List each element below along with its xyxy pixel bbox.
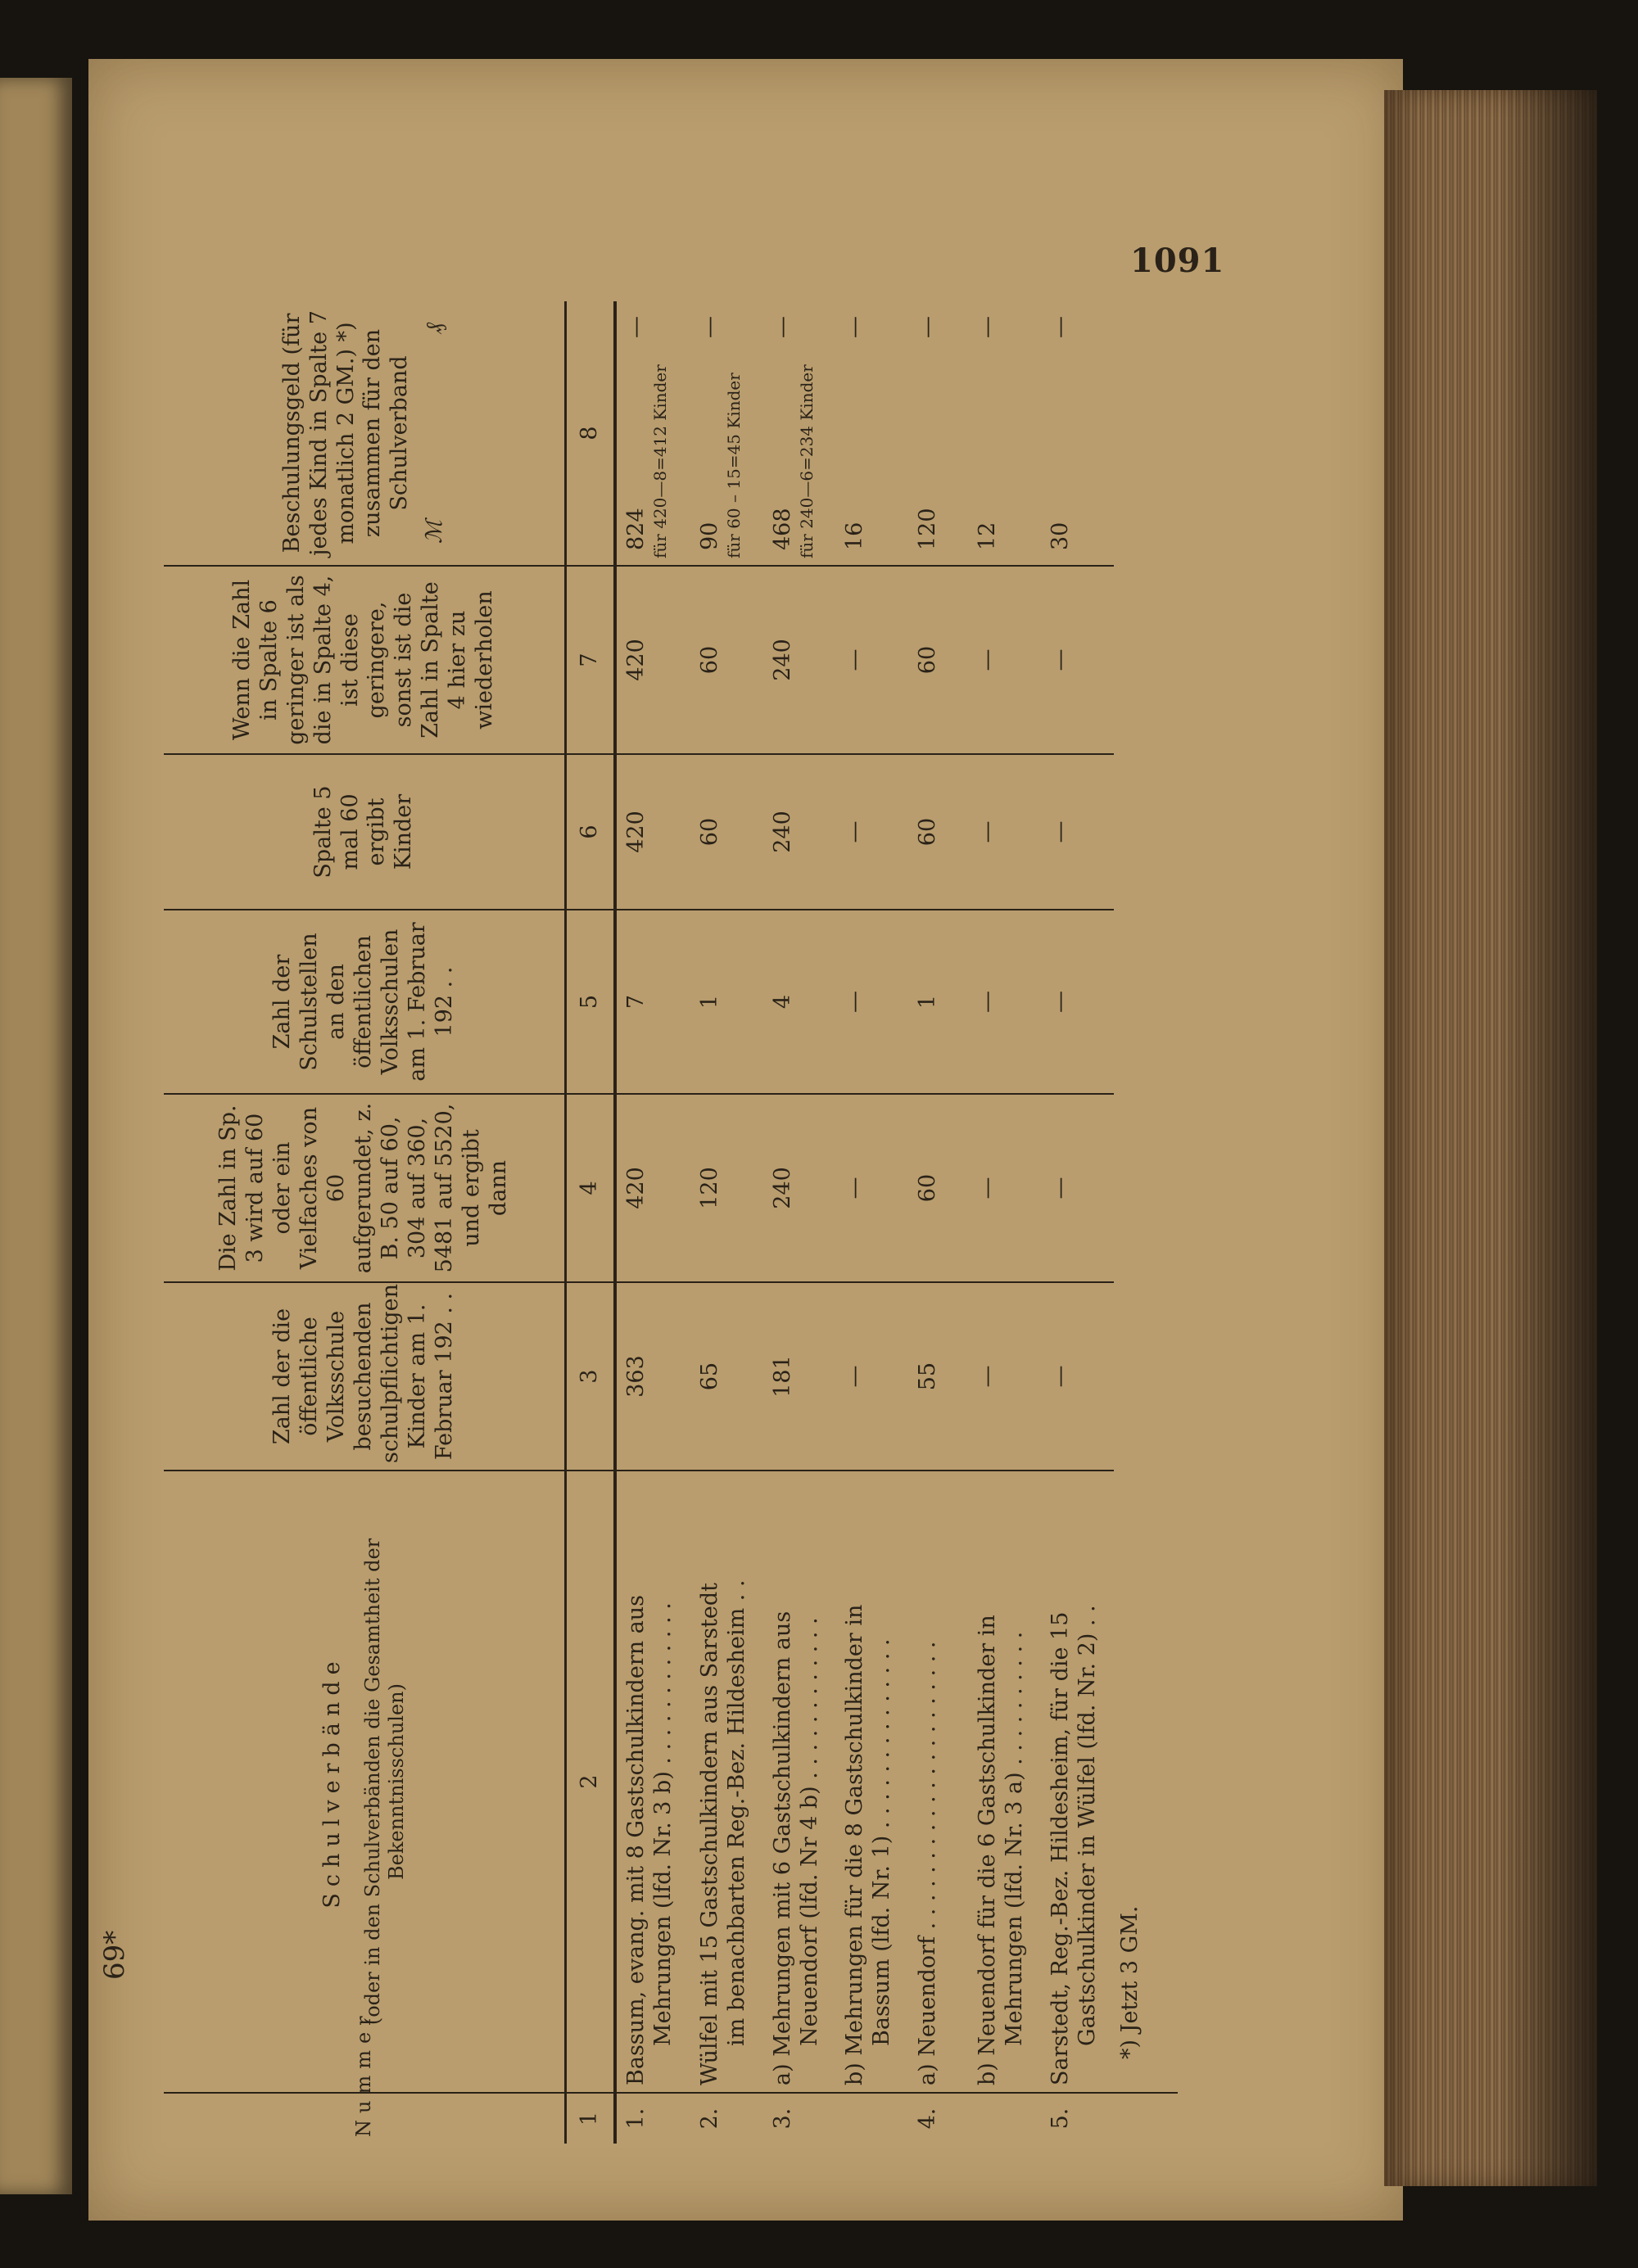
row-number <box>835 2093 908 2144</box>
amount-mark: 30 <box>1048 522 1074 550</box>
cell-col6: — <box>835 754 908 910</box>
cell-col8 <box>763 301 836 566</box>
row-description: a) Neuendorf . . . . . . . . . . . . . . . . . . . . . <box>908 1471 968 2093</box>
calc-note: für 240—6=234 Kinder <box>796 364 817 558</box>
cell-col3: 55 <box>908 1282 968 1471</box>
footnote: *) Jetzt 3 GM. <box>1114 301 1178 2093</box>
unit-mark: ℳ <box>422 520 448 544</box>
colnum-2: 2 <box>565 1471 615 2093</box>
row-number: 1. <box>623 2108 649 2130</box>
cell-col4: 60 <box>908 1094 968 1282</box>
row-number: 2. <box>696 2108 722 2130</box>
calc-note: für 420—8=412 Kinder <box>650 364 671 558</box>
amount-mark: 90 <box>696 522 722 550</box>
amount-pfennig: — <box>975 316 1001 338</box>
cell-col4: 240 <box>763 1094 836 1282</box>
amount-mark: 468 <box>769 508 795 550</box>
row-number <box>968 2093 1041 2144</box>
table-row <box>908 301 968 2144</box>
amount-mark: 12 <box>975 522 1001 550</box>
table-row <box>1041 301 1114 2144</box>
header-col4: Die Zahl in Sp. 3 wird auf 60 oder ein Vielfaches von 60 aufgerundet, z. B. 50 auf 60, 304 auf 360, 5481 auf 5520, und ergibt dann <box>164 1094 565 1282</box>
table-row <box>835 301 908 2144</box>
header-col5: Zahl der Schulstellen an den öffentlichen Volksschulen am 1. Februar 192 . . <box>164 910 565 1094</box>
cell-col3: 181 <box>763 1282 836 1471</box>
colnum-4: 4 <box>565 1094 615 1282</box>
table-row <box>615 301 690 2144</box>
row-description: b) Mehrungen für die 8 Gastschulkinder in Bassum (lfd. Nr. 1) . . . . . . . . . . . . . . <box>835 1471 908 2093</box>
row-description: a) Mehrungen mit 6 Gastschulkindern aus Neuendorf (lfd. Nr 4 b) . . . . . . . . . . . . <box>763 1471 836 2093</box>
cell-col4: — <box>1041 1094 1114 1282</box>
amount-mark: 824 <box>623 508 649 550</box>
row-number: 5. <box>1048 2108 1074 2130</box>
header-schulverbaende-title: Schulverbände <box>319 1655 345 1909</box>
cell-col7: 240 <box>763 566 836 754</box>
footnote-row <box>1114 301 1178 2144</box>
cell-col4: 120 <box>690 1094 763 1282</box>
cell-col4: 420 <box>615 1094 690 1282</box>
header-row <box>164 301 565 2144</box>
cell-col3: — <box>835 1282 908 1471</box>
table-row <box>763 301 836 2144</box>
cell-col5: 1 <box>908 910 968 1094</box>
cell-col8 <box>615 301 690 566</box>
row-description: Bassum, evang. mit 8 Gastschulkindern aus Mehrungen (lfd. Nr. 3 b) . . . . . . . . . . . . <box>615 1471 690 2093</box>
cell-col7: — <box>968 566 1041 754</box>
cell-col3: — <box>1041 1282 1114 1471</box>
header-col7: Wenn die Zahl in Spalte 6 geringer ist als die in Spalte 4, ist diese geringere, sonst ist die Zahl in Spalte 4 hier zu wiederholen <box>164 566 565 754</box>
cell-col8 <box>968 301 1041 566</box>
cell-col3: 65 <box>690 1282 763 1471</box>
cell-col7: 60 <box>908 566 968 754</box>
rotated-table-container <box>164 301 1178 2144</box>
amount-pfennig: — <box>915 316 941 338</box>
column-number-row <box>565 301 615 2144</box>
row-description: Sarstedt, Reg.-Bez. Hildesheim, für die 15 Gastschulkinder in Wülfel (lfd. Nr. 2) . . <box>1041 1471 1114 2093</box>
cell-col8 <box>690 301 763 566</box>
row-description: b) Neuendorf für die 6 Gastschulkinder in Mehrungen (lfd. Nr. 3 a) . . . . . . . . . . <box>968 1471 1041 2093</box>
cell-col7: 420 <box>615 566 690 754</box>
page-number: 1091 <box>1130 242 1225 280</box>
cell-col6: — <box>1041 754 1114 910</box>
page-edges-shadow <box>1499 90 1597 2186</box>
cell-col5: — <box>968 910 1041 1094</box>
cell-col4: — <box>835 1094 908 1282</box>
colnum-7: 7 <box>565 566 615 754</box>
cell-col3: 363 <box>615 1282 690 1471</box>
cell-col6: 420 <box>615 754 690 910</box>
header-schulverbaende-sub: (oder in den Schulverbänden die Gesamtheit der Bekenntnisschulen) <box>360 1538 408 2026</box>
amount-mark: 120 <box>915 508 941 550</box>
cell-col3: — <box>968 1282 1041 1471</box>
row-number: 3. <box>769 2108 795 2130</box>
cell-col8 <box>1041 301 1114 566</box>
amount-pfennig: — <box>623 316 649 338</box>
colnum-6: 6 <box>565 754 615 910</box>
row-description: Wülfel mit 15 Gastschulkindern aus Sarstedt im benachbarten Reg.-Bez. Hildesheim . . <box>690 1471 763 2093</box>
cell-col5: 1 <box>690 910 763 1094</box>
header-col6: Spalte 5 mal 60 ergibt Kinder <box>164 754 565 910</box>
header-col3: Zahl der die öffentliche Volksschule besuchenden schulpflichtigen Kinder am 1. Februar 192 . . <box>164 1282 565 1471</box>
schulverband-table <box>164 301 1178 2144</box>
cell-col8 <box>835 301 908 566</box>
cell-col7: — <box>835 566 908 754</box>
table-row <box>968 301 1041 2144</box>
amount-pfennig: — <box>1048 316 1074 338</box>
header-col8 <box>164 301 565 566</box>
cell-col5: — <box>835 910 908 1094</box>
unit-pfennig: ₰ <box>422 323 448 334</box>
header-schulverbaende <box>164 1471 565 2093</box>
header-col8-text: Beschulungsgeld (für jedes Kind in Spalte 7 monatlich 2 GM.) *) zusammen für den Schulverband <box>278 310 413 556</box>
colnum-8: 8 <box>565 301 615 566</box>
cell-col6: 60 <box>908 754 968 910</box>
row-number: 4. <box>915 2108 941 2130</box>
amount-mark: 16 <box>842 522 868 550</box>
cell-col6: — <box>968 754 1041 910</box>
cell-col5: — <box>1041 910 1114 1094</box>
cell-col7: 60 <box>690 566 763 754</box>
left-page-edge <box>0 78 72 2194</box>
colnum-3: 3 <box>565 1282 615 1471</box>
header-nummer: Nummer <box>164 2093 565 2144</box>
amount-pfennig: — <box>696 316 722 338</box>
cell-col5: 4 <box>763 910 836 1094</box>
cell-col6: 240 <box>763 754 836 910</box>
colnum-1: 1 <box>565 2093 615 2144</box>
sheet-mark: 69* <box>98 1930 131 1980</box>
cell-col7: — <box>1041 566 1114 754</box>
colnum-5: 5 <box>565 910 615 1094</box>
cell-col5: 7 <box>615 910 690 1094</box>
amount-pfennig: — <box>769 316 795 338</box>
calc-note: für 60 – 15=45 Kinder <box>723 373 744 558</box>
cell-col6: 60 <box>690 754 763 910</box>
table-row <box>690 301 763 2144</box>
header-col8-units <box>422 308 449 558</box>
cell-col4: — <box>968 1094 1041 1282</box>
amount-pfennig: — <box>842 316 868 338</box>
cell-col8 <box>908 301 968 566</box>
